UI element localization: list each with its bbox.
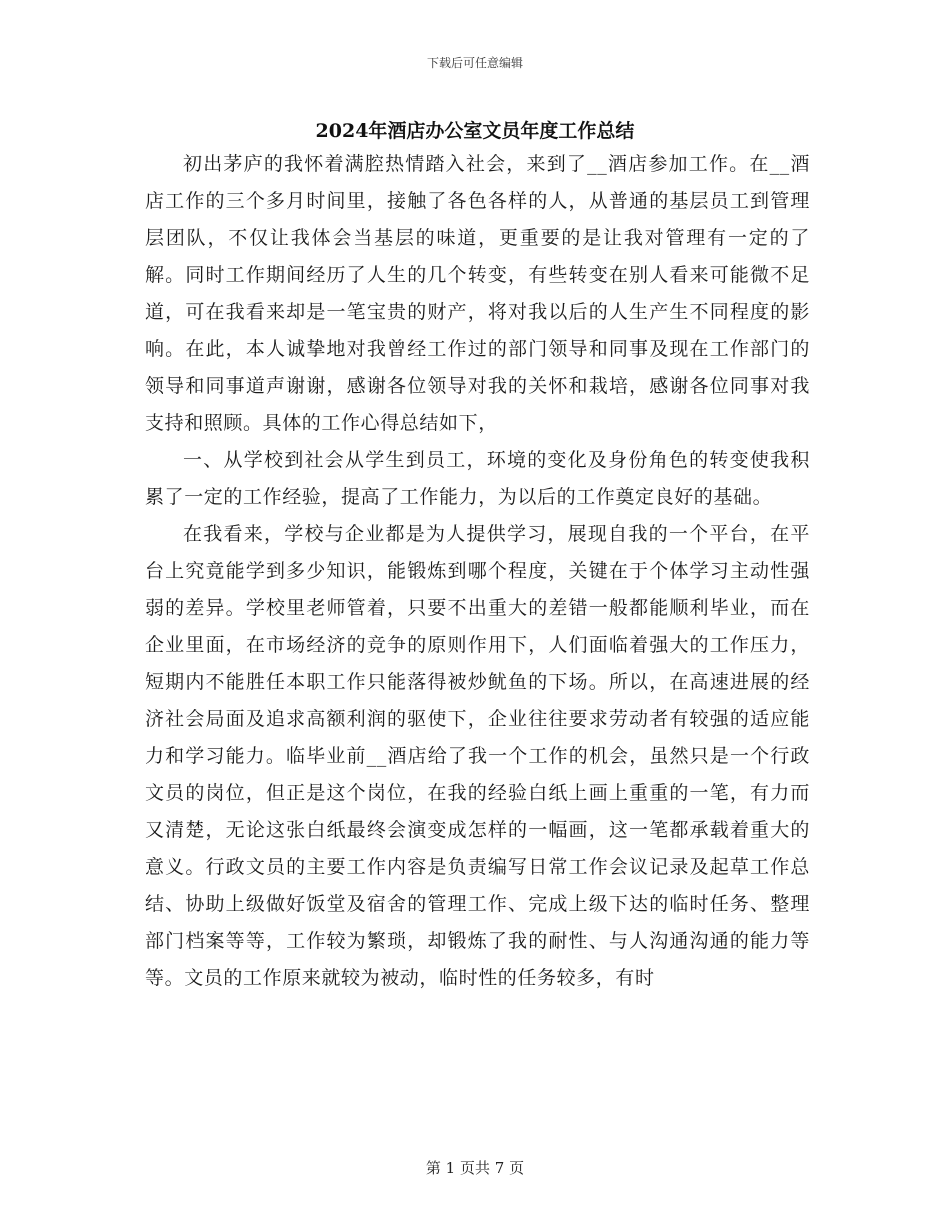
document-title: 2024年酒店办公室文员年度工作总结 — [315, 120, 635, 142]
document-body — [145, 146, 810, 997]
paragraph-section-one: 一、从学校到社会从学生到员工，环境的变化及身份角色的转变使我积累了一定的工作经验，提高了工作能力，为以后的工作奠定良好的基础。 — [145, 449, 810, 508]
paragraph-school-vs-enterprise: 在我看来，学校与企业都是为人提供学习，展现自我的一个平台，在平台上究竟能学到多少知识，能锻炼到哪个程度，关键在于个体学习主动性强弱的差异。学校里老师管着，只要不出重大的差错一般都能顺利毕业，而在企业里面，在市场经济的竞争的原则作用下，人们面临着强大的工作压力，短期内不能胜任本职工作只能落得被炒鱿鱼的下场。所以，在高速进展的经济社会局面及追求高额利润的驱使下，企业往往要求劳动者有较强的适应能力和学习能力。临毕业前__酒店给了我一个工作的机会，虽然只是一个行政文员的岗位，但正是这个岗位，在我的经验白纸上画上重重的一笔，有力而又清楚，无论这张白纸最终会演变成怎样的一幅画，这一笔都承载着重大的意义。行政文员的主要工作内容是负责编写日常工作会议记录及起草工作总结、协助上级做好饭堂及宿舍的管理工作、完成上级下达的临时任务、整理部门档案等等，工作较为繁琐，却锻炼了我的耐性、与人沟通沟通的能力等等。文员的工作原来就较为被动，临时性的任务较多，有时 — [145, 523, 810, 989]
paragraph-intro: 初出茅庐的我怀着满腔热情踏入社会，来到了__酒店参加工作。在__酒店工作的三个多月时间里，接触了各色各样的人，从普通的基层员工到管理层团队，不仅让我体会当基层的味道，更重要的是让我对管理有一定的了解。同时工作期间经历了人生的几个转变，有些转变在别人看来可能微不足道，可在我看来却是一笔宝贵的财产，将对我以后的人生产生不同程度的影响。在此，本人诚挚地对我曾经工作过的部门领导和同事及现在工作部门的领导和同事道声谢谢，感谢各位领导对我的关怀和栽培，感谢各位同事对我支持和照顾。具体的工作心得总结如下， — [145, 153, 810, 434]
header-note: 下载后可任意编辑 — [426, 56, 523, 70]
page-number: 第 1 页共 7 页 — [425, 1159, 525, 1177]
